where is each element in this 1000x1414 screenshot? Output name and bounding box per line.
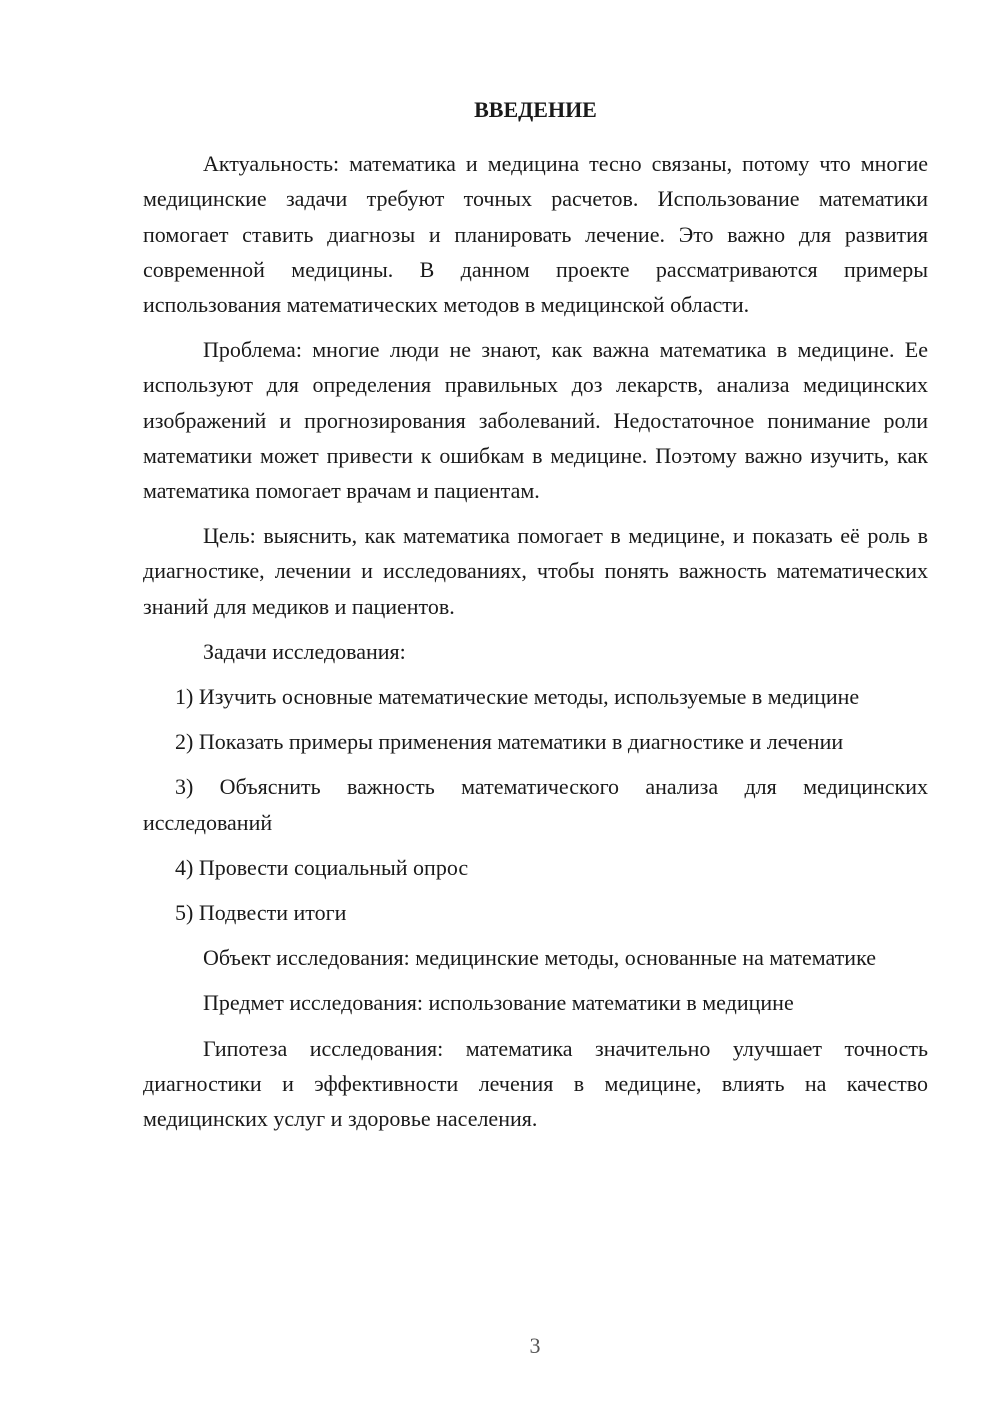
task-item: 4) Провести социальный опрос (175, 854, 469, 880)
task-item: 2) Показать примеры применения математики в диагностике и лечении (175, 729, 844, 755)
problem-paragraph: Проблема: многие люди не знают, как важна математика в медицине. Ее используют для определения правильных доз лекарств, анализа медицинских изображений и прогнозирования заболеваний. Недостаточное понимание роли математики может привести к ошибкам в медицине. Поэтому важно изучить, как математика помогает врачам и пациентам. (143, 337, 928, 504)
relevance-paragraph: Актуальность: математика и медицина тесно связаны, потому что многие медицинские задачи требуют точных расчетов. Использование математики помогает ставить диагнозы и планировать лечение. Это важно для развития современной медицины. В данном проекте рассматриваются примеры использования математических методов в медицинской области. (143, 151, 928, 318)
document-page (143, 92, 928, 1146)
object-paragraph: Объект исследования: медицинские методы, основанные на математике (203, 945, 876, 971)
hypothesis-paragraph: Гипотеза исследования: математика значительно улучшает точность диагностики и эффективности лечения в медицине, влиять на качество медицинских услуг и здоровье населения. (143, 1035, 928, 1132)
subject-paragraph: Предмет исследования: использование математики в медицине (203, 990, 794, 1016)
task-item: 1) Изучить основные математические методы, используемые в медицине (175, 684, 860, 710)
tasks-heading: Задачи исследования: (203, 638, 406, 664)
page-number: 3 (529, 1333, 541, 1358)
page-title: ВВЕДЕНИЕ (474, 97, 597, 122)
task-item: 5) Подвести итоги (175, 900, 347, 926)
goal-paragraph: Цель: выяснить, как математика помогает в медицине, и показать её роль в диагностике, лечении и исследованиях, чтобы понять важность математических знаний для медиков и пациентов. (143, 523, 928, 619)
task-item: 3) Объяснить важность математического анализа для медицинских исследований (143, 774, 928, 835)
